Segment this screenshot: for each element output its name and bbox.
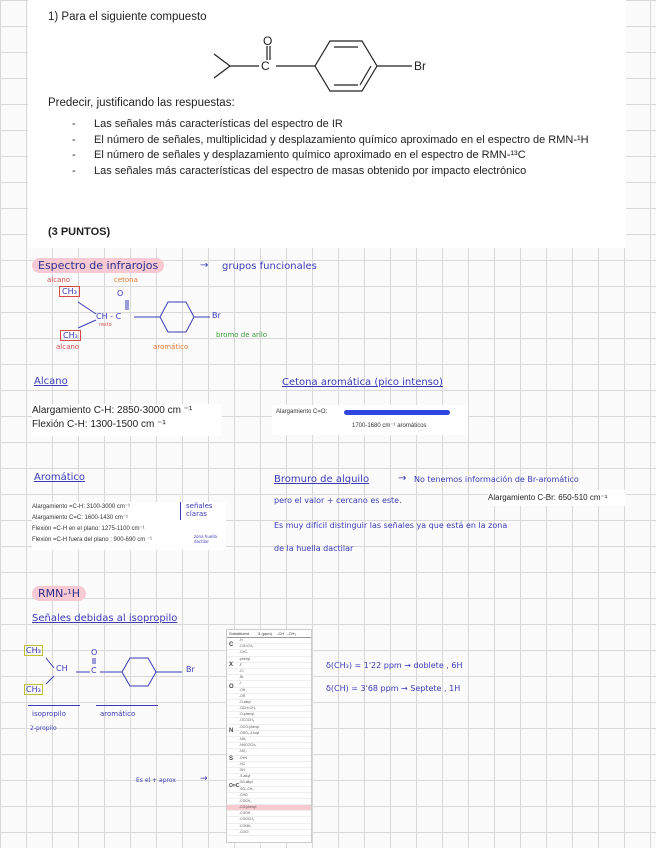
table-row: -NHCOCH₃: [227, 743, 311, 749]
ch3-top-label: CH₃: [26, 646, 41, 655]
table-row: -O-alkyl: [227, 700, 311, 706]
propilo-label: 2-propilo: [30, 725, 57, 732]
alcano-card: [32, 404, 222, 436]
question-title: 1) Para el siguiente compuesto: [48, 11, 207, 23]
table-row: -F: [227, 663, 311, 669]
bond: [214, 66, 230, 78]
aprox-arrow: →: [200, 774, 208, 784]
cetona-line: Alargamiento C=O:: [276, 409, 328, 415]
group-letter: X: [229, 662, 234, 668]
table-row: -C≡C-: [227, 650, 311, 656]
aprox-note: Es el + aprox: [136, 777, 176, 784]
table-row: -CH=CH₂: [227, 644, 311, 650]
table-row: -CHO: [227, 793, 311, 799]
table-row: -CO-phenyl: [227, 805, 311, 811]
cetona-line: 1700-1680 cm⁻¹ aromáticos: [352, 423, 427, 429]
alcano-line: Alargamiento C-H: 2850-3000 cm ⁻¹: [32, 405, 193, 416]
points-label: (3 PUNTOS): [48, 226, 111, 238]
aromatico-line: Alargamiento =C-H: 3100-3000 cm⁻¹: [32, 504, 131, 510]
bond: [214, 54, 230, 66]
table-rows: [227, 638, 311, 836]
shift-ch3: δ(CH₃) = 1'22 ppm → doblete , 6H: [326, 661, 463, 670]
isopropilo-label: isopropilo: [32, 710, 66, 718]
table-row: -I: [227, 681, 311, 687]
table-row: -CONH₂: [227, 824, 311, 830]
table-header-cell: Substituent: [229, 631, 250, 636]
huella-note: zona huella dactilar: [194, 534, 218, 544]
table-row: -OCH=CH₂: [227, 706, 311, 712]
rmn-molecule-sketch: [40, 650, 210, 700]
table-header: [227, 630, 311, 638]
oxygen-label: O: [263, 34, 273, 48]
ir-arrow-note: grupos funcionales: [222, 261, 317, 272]
ch-c-label: CH - C: [96, 312, 122, 321]
cbr-value: Alargamiento C-Br: 650-510 cm⁻¹: [488, 490, 626, 506]
ch3-bottom-label: CH₃: [60, 330, 81, 341]
oxygen-label: O: [91, 648, 98, 657]
bromuro-arrow: →: [398, 473, 407, 484]
aromatico-title: Aromático: [34, 472, 86, 483]
bromo-label: bromo de arilo: [216, 331, 268, 339]
shift-ch: δ(CH) = 3'68 ppm → Septete , 1H: [326, 684, 461, 693]
ch-label: CH: [56, 664, 68, 673]
ch3-bottom-label: CH₃: [26, 685, 41, 694]
table-row: -S-alkyl: [227, 774, 311, 780]
group-letter: O: [229, 684, 234, 690]
table-header-cell: δ (ppm): [258, 631, 272, 636]
table-row: -OH: [227, 688, 311, 694]
alcano-title: Alcano: [34, 376, 68, 387]
rmn-subtitle: Señales debidas al isopropilo: [32, 613, 178, 624]
table-header-cell: -CH₃: [287, 631, 297, 636]
table-row: -phenyl: [227, 657, 311, 663]
bromuro-line2: pero el valor + cercano es este.: [274, 496, 402, 505]
bullet-item: - Las señales más características del espectro de IR: [70, 117, 608, 132]
table-row: -O-phenyl: [227, 712, 311, 718]
aromatico-label: aromático: [153, 343, 189, 351]
question-bullets: [70, 117, 608, 179]
benzene-ring: [315, 41, 377, 91]
group-letter: N: [229, 728, 234, 734]
alcano-bottom-label: alcano: [56, 343, 80, 351]
cetona-label: cetona: [114, 276, 138, 284]
aromatico-underline: [96, 705, 158, 706]
aromatico-card: [32, 502, 226, 550]
table-row: -SS-alkyl: [227, 780, 311, 786]
alcano-top-label: alcano: [47, 276, 71, 284]
isopropilo-underline: [28, 705, 80, 706]
bromine-label: Br: [414, 59, 426, 73]
table-row: -COOH: [227, 811, 311, 817]
table-row: -COCl: [227, 830, 311, 836]
group-letter: C: [229, 642, 234, 648]
cetona-title: Cetona aromática (pico intenso): [282, 377, 443, 388]
ch3-top-label: CH₃: [59, 286, 80, 297]
aromatico-line: Alargamiento C=C: 1600-1430 cm⁻¹: [32, 515, 129, 521]
table-row: -Cl: [227, 669, 311, 675]
br-label: Br: [212, 311, 221, 320]
carbon-label: C: [91, 666, 97, 675]
bullet-item: - El número de señales, multiplicidad y desplazamiento químico aproximado en el espectro de RMN-¹H: [70, 133, 608, 148]
cetona-card: [272, 405, 468, 435]
bromuro-line4: de la huella dactilar: [274, 544, 354, 553]
bromuro-arrow-text: No tenemos información de Br-aromático: [414, 475, 579, 484]
predict-instruction: Predecir, justificando las respuestas:: [48, 97, 235, 109]
senales-note: señales claras: [186, 502, 213, 518]
ir-header: Espectro de infrarojos: [32, 258, 164, 273]
table-row: -SH: [227, 768, 311, 774]
group-letter: O=C: [229, 783, 240, 789]
table-header-cell: -CH: [277, 631, 285, 636]
table-row: -NO₂: [227, 749, 311, 755]
table-row: -SO₂-CH₃: [227, 787, 311, 793]
shift-table: [226, 629, 312, 843]
alcano-line: Flexión C-H: 1300-1500 cm ⁻¹: [32, 419, 166, 430]
blue-highlight: [344, 410, 450, 415]
table-row: -NH₂: [227, 737, 311, 743]
carbon-label: C: [261, 59, 270, 73]
bullet-item: - Las señales más características del espectro de masas obtenido por impacto electrónico: [70, 164, 608, 179]
table-row: -NC: [227, 762, 311, 768]
table-row: -OCO-phenyl: [227, 725, 311, 731]
table-row: -COCH₃: [227, 799, 311, 805]
rmn-header: RMN-¹H: [32, 586, 86, 601]
group-letter: S: [229, 756, 234, 762]
table-row: -H: [227, 638, 311, 644]
ir-arrow: →: [200, 260, 209, 271]
molecule-structure: [200, 32, 460, 96]
oxygen-label: O: [117, 289, 124, 298]
br-label: Br: [186, 665, 195, 674]
aromatico-line: Flexión =C-H en el plano: 1275-1100 cm⁻¹: [32, 526, 145, 532]
table-row: -OSO₂-4-tolyl: [227, 731, 311, 737]
table-row: -COOCH₃: [227, 817, 311, 823]
bromuro-title: Bromuro de alquilo: [274, 474, 370, 485]
resto-label: resto: [99, 322, 112, 328]
bullet-item: - El número de señales y desplazamiento químico aproximado en el espectro de RMN-¹³C: [70, 148, 608, 163]
rmn-aromatico-label: aromático: [100, 710, 136, 718]
table-row: -C≡N: [227, 756, 311, 762]
bromuro-line3: Es muy difícil distinguir las señales ya que está en la zona: [274, 521, 508, 530]
aromatico-line: Flexión =C-H fuera del plano : 900-690 cm ⁻¹: [32, 537, 153, 543]
ring-double-bond: [360, 66, 371, 85]
table-row: -OR: [227, 694, 311, 700]
table-row: -OCOCH₃: [227, 718, 311, 724]
table-row: -Br: [227, 675, 311, 681]
